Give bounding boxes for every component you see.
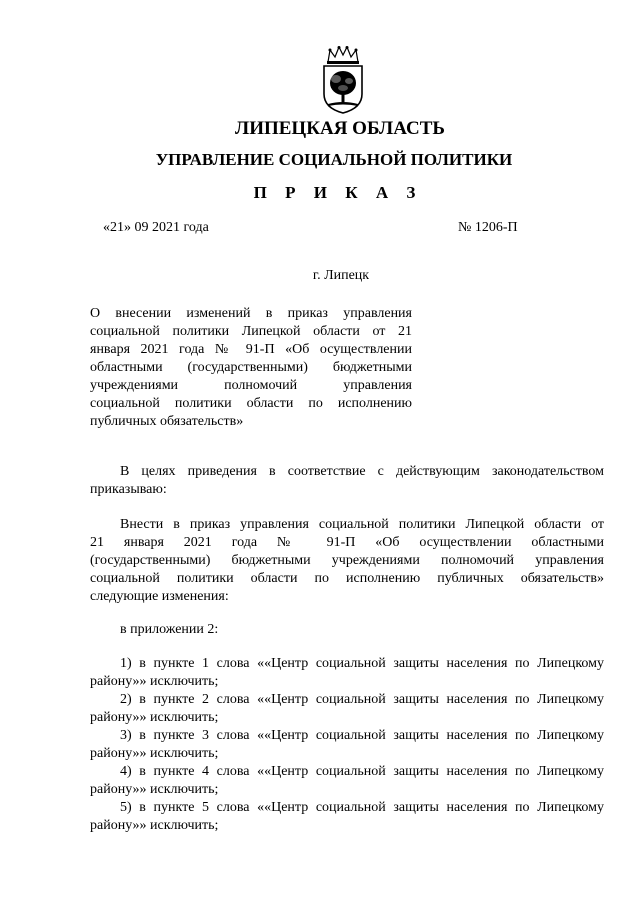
clause-line: социальной политики области по исполнению публичных обязательств» bbox=[90, 571, 604, 586]
clause-line: 21 января 2021 года № 91-П «Об осуществлении областными bbox=[90, 535, 604, 550]
document-type-title: П Р И К А З bbox=[253, 183, 423, 202]
subject-line: публичных обязательств» bbox=[90, 414, 244, 429]
appendix-label: в приложении 2: bbox=[120, 622, 219, 637]
subject-line: областными (государственными) бюджетными bbox=[90, 360, 412, 375]
subject-line: социальной политики Липецкой области от 21 bbox=[90, 324, 412, 339]
order-city: г. Липецк bbox=[312, 268, 370, 283]
list-item-line: 3) в пункте 3 слова ««Центр социальной защиты населения по Липецкому bbox=[120, 728, 604, 743]
order-number: № 1206-П bbox=[458, 220, 518, 235]
preamble-line: приказываю: bbox=[90, 482, 167, 497]
coat-of-arms-emblem bbox=[318, 46, 368, 114]
list-item-line: 2) в пункте 2 слова ««Центр социальной защиты населения по Липецкому bbox=[120, 692, 604, 707]
department-title: УПРАВЛЕНИЕ СОЦИАЛЬНОЙ ПОЛИТИКИ bbox=[155, 150, 513, 169]
list-item-line: 4) в пункте 4 слова ««Центр социальной защиты населения по Липецкому bbox=[120, 764, 604, 779]
subject-line: социальной политики области по исполнению bbox=[90, 396, 412, 411]
subject-line: О внесении изменений в приказ управления bbox=[90, 306, 412, 321]
subject-line: учреждениями полномочий управления bbox=[90, 378, 412, 393]
list-item-line: району»» исключить; bbox=[90, 674, 219, 689]
list-item-line: району»» исключить; bbox=[90, 818, 219, 833]
region-title: ЛИПЕЦКАЯ ОБЛАСТЬ bbox=[235, 118, 445, 139]
list-item-line: району»» исключить; bbox=[90, 710, 219, 725]
order-date: «21» 09 2021 года bbox=[103, 220, 209, 235]
clause-line: (государственными) бюджетными учреждениями полномочий управления bbox=[90, 553, 604, 568]
clause-line: Внести в приказ управления социальной политики Липецкой области от bbox=[120, 517, 604, 532]
subject-line: января 2021 года № 91-П «Об осуществлении bbox=[90, 342, 412, 357]
list-item-line: району»» исключить; bbox=[90, 746, 219, 761]
list-item-line: 5) в пункте 5 слова ««Центр социальной защиты населения по Липецкому bbox=[120, 800, 604, 815]
clause-line: следующие изменения: bbox=[90, 589, 229, 604]
list-item-line: 1) в пункте 1 слова ««Центр социальной защиты населения по Липецкому bbox=[120, 656, 604, 671]
list-item-line: району»» исключить; bbox=[90, 782, 219, 797]
preamble-line: В целях приведения в соответствие с действующим законодательством bbox=[120, 464, 604, 479]
